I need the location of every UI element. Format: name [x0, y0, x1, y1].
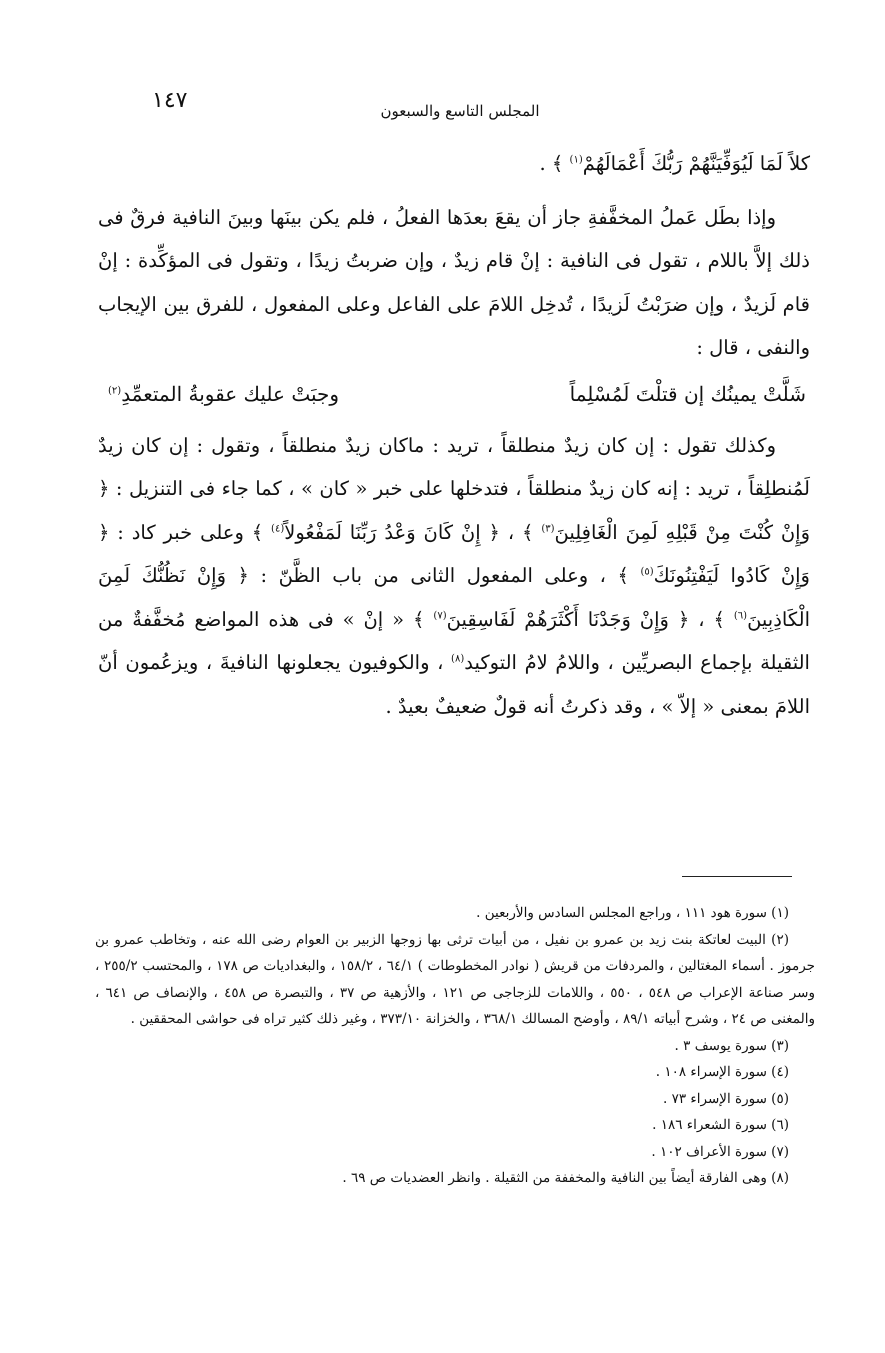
text-run: ، والكوفيون يجعلونها النافيةَ ، ويزعُمون أنّ اللامَ بمعنى « إلاّ » ، وقد ذكرتُ أنه قولٌ ضعيفٌ بعيدٌ .: [98, 651, 810, 718]
text-run: ﴾ ، ﴿ إِنْ كَانَ وَعْدُ رَبِّنَا لَمَفْعُولاً: [284, 520, 542, 544]
footnote: (١) سورة هود ١١١ ، وراجع المجلس السادس والأربعين .: [476, 905, 789, 921]
footnote: (٤) سورة الإسراء ١٠٨ .: [655, 1064, 789, 1080]
running-title: المجلس التاسع والسبعون: [380, 102, 540, 120]
text-run: ﴾ « إنْ » فى هذه المواضع مُخفَّفةٌ من الثقيلة بإجماع البصريِّين ، واللامُ لامُ التوكيد: [98, 607, 810, 674]
footnote-divider: [682, 876, 792, 877]
paragraph: وإذا بطَل عَملُ المخفَّفةِ جاز أن يقعَ بعدَها الفعلُ ، فلم يكن بينَها وبينَ النافية فرقٌ فى ذلك إلاَّ باللام ، تقول فى النافية : إنْ قام زيدٌ ، وإن ضربتُ زيدًا ، وتقول فى المؤكِّدة : إنْ قام لَزيدٌ ، وإن ضرَبْتُ لَزيدًا ، تُدخِل اللامَ على الفاعل وعلى المفعول ، للفرق بين الإيجاب والنفى ، قال :: [98, 205, 810, 359]
main-text: [98, 142, 810, 728]
footnote-ref: (٧): [433, 610, 447, 621]
paragraph: [98, 424, 810, 729]
footnote-ref: (٣): [541, 523, 555, 534]
footnote-ref: (١): [569, 154, 583, 166]
page-number: ١٤٧: [152, 88, 188, 113]
footnote-ref: (٦): [733, 610, 748, 621]
footnote-ref: (٨): [451, 653, 465, 665]
verse-first-hemistich: شَلَّتْ يمينُك إن قتلْتَ لَمُسْلِماً: [569, 381, 806, 406]
text-run: ﴾ ، وعلى المفعول الثانى من باب الظَّنّ : ﴿ وَإِنْ نَظُنُّكَ لَمِنَ الْكَاذِبِينَ: [98, 564, 810, 631]
text-run: ﴾ وعلى خبر كاد : ﴿ وَإِنْ كَادُوا لَيَفْتِنُونَكَ: [98, 520, 810, 587]
footnote-ref: (٤): [271, 523, 285, 534]
verse-second-hemistich: وجبَتْ عليك عقوبةُ المتعمِّدِ: [121, 381, 340, 406]
footnote-ref: (٢): [108, 384, 122, 396]
footnote-ref: (٥): [640, 566, 654, 578]
poetry-verse: [98, 372, 810, 416]
quran-verse-line: [98, 142, 810, 186]
quran-close: ﴾ .: [539, 152, 570, 175]
footnote: (٨) وهى الفارقة أيضاً بين النافية والمخففة من الثقيلة . وانظر العضديات ص ٦٩ .: [342, 1170, 789, 1186]
footnote: (٣) سورة يوسف ٣ .: [674, 1037, 789, 1054]
footnote: (٧) سورة الأعراف ١٠٢ .: [651, 1143, 789, 1160]
footnote: (٢) البيت لعاتكة بنت زيد بن عمرو بن نفيل ، من أبيات ترثى بها زوجها الزبير بن العوام رضى الله عنه ، وتخاطب عمرو بن جرموز . أسماء المغتالين ، والمردفات من قريش ( نوادر المخطوطات ) ٦٤/١ ، ١٥٨/٢ ، والبغداديات ص ١٧٨ ، والمحتسب ٢٥٥/٢ ، وسر صناعة الإعراب ص ٥٤٨ ، ٥٥٠ ، واللامات للزجاجى ص ١٢١ ، والأزهية ص ٣٧ ، والتبصرة ص ٤٥٨ ، والإنصاف ص ٦٤١ ، والمغنى ص ٢٤ ، وشرح أبياته ٨٩/١ ، وأوضح المسالك ٣٦٨/١ ، والخزانة ٣٧٣/١٠ ، وغير ذلك كثير تراه فى حواشى المحققين .: [95, 931, 816, 1027]
quran-quote: كلاً لَمَا لَيُوَفِّيَنَّهُمْ رَبُّكَ أَعْمَالَهُمْ: [582, 152, 810, 175]
text-run: وكذلك تقول : إن كان زيدٌ منطلقاً ، تريد : ماكان زيدٌ منطلقاً ، وتقول : إن كان زيدٌ لَمُنطلِقاً ، تريد : إنه كان زيدٌ منطلقاً ، فتدخلها على خبر « كان » ، كما جاء فى التنزيل : ﴿ وَإِنْ كُنْتَ مِنْ قَبْلِهِ لَمِنَ الْغَافِلِينَ: [98, 433, 811, 544]
footnote: (٥) سورة الإسراء ٧٣ .: [663, 1090, 789, 1107]
footnote: (٦) سورة الشعراء ١٨٦ .: [652, 1117, 789, 1133]
text-run: ﴾ ، ﴿ وَإِنْ وَجَدْنَا أَكْثَرَهُمْ لَفَاسِقِينَ: [446, 607, 734, 631]
footnotes: [95, 900, 815, 1192]
